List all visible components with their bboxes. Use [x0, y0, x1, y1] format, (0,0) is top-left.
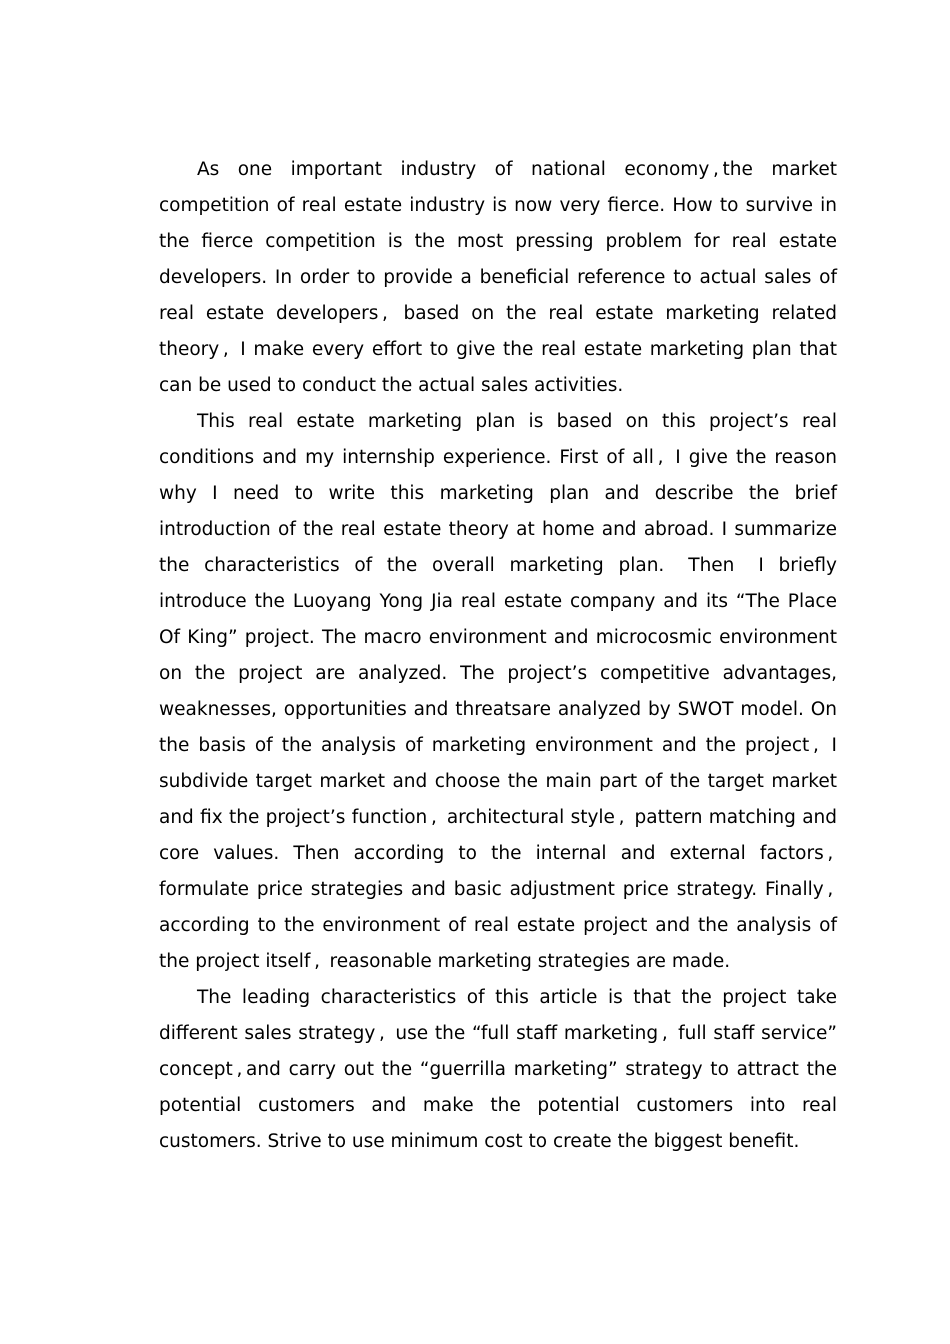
paragraph-plan-overview: This real estate marketing plan is based on this project’s real conditions and my internship experience. First of all , I give the reason why I need to write this marketing plan and describe the brief introduction of the real estate theory at home and abroad. I summarize the characteristics of the overall marketing plan. Then I briefly introduce the Luoyang Yong Jia real estate company and its “The Place Of King” project. The macro environment and microcosmic environment on the project are analyzed. The project’s competitive advantages, weaknesses, opportunities and threatsare analyzed by SWOT model. On the basis of the analysis of marketing environment and the project , I subdivide target market and choose the main part of the target market and fix the project’s function , architectural style , pattern matching and core values. Then according to the internal and external factors , formulate price strategies and basic adjustment price strategy. Finally , according to the environment of real estate project and the analysis of the project itself , reasonable marketing strategies are made.: [159, 411, 837, 972]
paragraph-introduction: As one important industry of national economy , the market competition of real estate industry is now very fierce. How to survive in the fierce competition is the most pressing problem for real estate developers. In order to provide a beneficial reference to actual sales of real estate developers , based on the real estate marketing related theory , I make every effort to give the real estate marketing plan that can be used to conduct the actual sales activities.: [159, 159, 837, 396]
abstract-body: [159, 152, 837, 1160]
paragraph-leading-characteristics: The leading characteristics of this article is that the project take different sales strategy , use the “full staff marketing , full staff service” concept , and carry out the “guerrilla marketing” strategy to attract the potential customers and make the potential customers into real customers. Strive to use minimum cost to create the biggest benefit.: [159, 987, 837, 1152]
